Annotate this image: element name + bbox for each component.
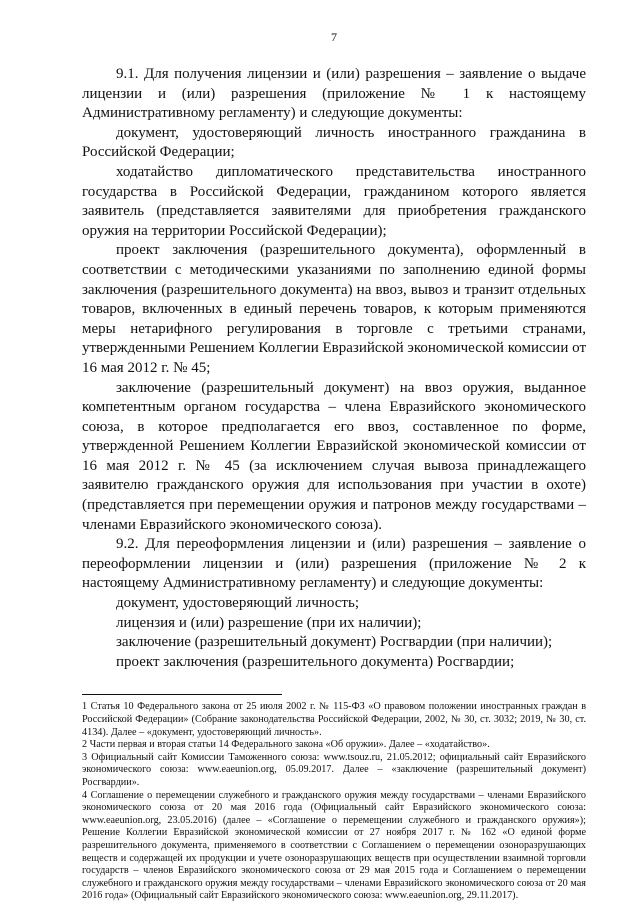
paragraph-import-conclusion: заключение (разрешительный документ) на ввоз оружия, выданное компетентным органом государства – члена Евразийского экономического союза, в которое предполагается его ввоз, составленное по форме, утвержденной Решением Коллегии Евразийской экономической комиссии от 16 мая 2012 г. № 45 (за исключением случая вывоза принадлежащего заявителю гражданского оружия для использования при участии в охоте) (представляется при перемещении оружия и патронов между государствами – членами Евразийского экономического союза). [82,379,586,533]
paragraph-identity-short: документ, удостоверяющий личность; [116,595,359,612]
body-text [82,65,586,672]
paragraph-9-2: 9.2. Для переоформления лицензии и (или) разрешения – заявление о переоформлении лицензии и (или) разрешения (приложение № 2 к настоящему Административному регламенту) и следующие документы: [82,536,586,592]
footnote-3: 3 Официальный сайт Комиссии Таможенного союза: www.tsouz.ru, 21.05.2012; официальный сайт Евразийского экономического союза: www.eaeunion.org, 05.09.2017. Далее – «заключение (разрешительный документ) Росгвардии». [82,751,586,788]
footnote-1: 1 Статья 10 Федерального закона от 25 июля 2002 г. № 115-ФЗ «О правовом положении иностранных граждан в Российской Федерации» (Собрание законодательства Российской Федерации, 2002, № 30, ст. 3032; 2019, № 30, ст. 4134). Далее – «документ, удостоверяющий личность». [82,701,586,738]
paragraph-rosgvardia-conclusion: заключение (разрешительный документ) Росгвардии (при наличии); [116,634,553,651]
paragraph-9-1: 9.1. Для получения лицензии и (или) разрешения – заявление о выдаче лицензии и (или) разрешения (приложение № 1 к настоящему Административному регламенту) и следующие документы: [82,66,586,122]
footnote-separator [82,694,282,695]
page-number: 7 [331,30,337,44]
footnotes [82,701,586,903]
paragraph-draft-conclusion: проект заключения (разрешительного документа), оформленный в соответствии с методическими указаниями по заполнению единой формы заключения (разрешительного документа) на ввоз, вывоз и транзит отдельных товаров, включенных в единый перечень товаров, к которым применяются меры нетарифного регулирования в торговле с третьими странами, утвержденными Решением Коллегии Евразийской экономической комиссии от 16 мая 2012 г. № 45; [82,242,586,376]
paragraph-petition: ходатайство дипломатического представительства иностранного государства в Российской Федерации, гражданином которого является заявитель (представляется заявителями для приобретения гражданского оружия на территории Российской Федерации); [82,163,586,239]
paragraph-rosgvardia-draft: проект заключения (разрешительного документа) Росгвардии; [116,653,515,670]
paragraph-license-permit: лицензия и (или) разрешение (при их наличии); [116,614,422,631]
paragraph-identity-document: документ, удостоверяющий личность иностранного гражданина в Российской Федерации; [82,124,586,161]
footnote-4: 4 Соглашение о перемещении служебного и гражданского оружия между государствами – членами Евразийского экономического союза от 20 мая 2016 года (Официальный сайт Евразийского экономического союза: www.eaeunion.org, 23.05.2016) (далее – «Соглашение о перемещении служебного и гражданского оружия»); Решение Коллегии Евразийской экономической комиссии от 27 ноября 2017 г. № 162 «О единой форме разрешительного документа, применяемого в соответствии с Соглашением о перемещении озоноразрушающих веществ и содержащей их продукции и учете озоноразрушающих веществ при осуществлении взаимной торговли государств – членов Евразийского экономического союза от 29 мая 2015 года и Соглашением о перемещении служебного и гражданского оружия между государствами – членами Евразийского экономического союза от 20 мая 2016 года» (Официальный сайт Евразийского экономического союза: www.eaeunion.org, 29.11.2017). [82,789,586,902]
footnote-2: 2 Части первая и вторая статьи 14 Федерального закона «Об оружии». Далее – «ходатайство». [82,739,490,751]
